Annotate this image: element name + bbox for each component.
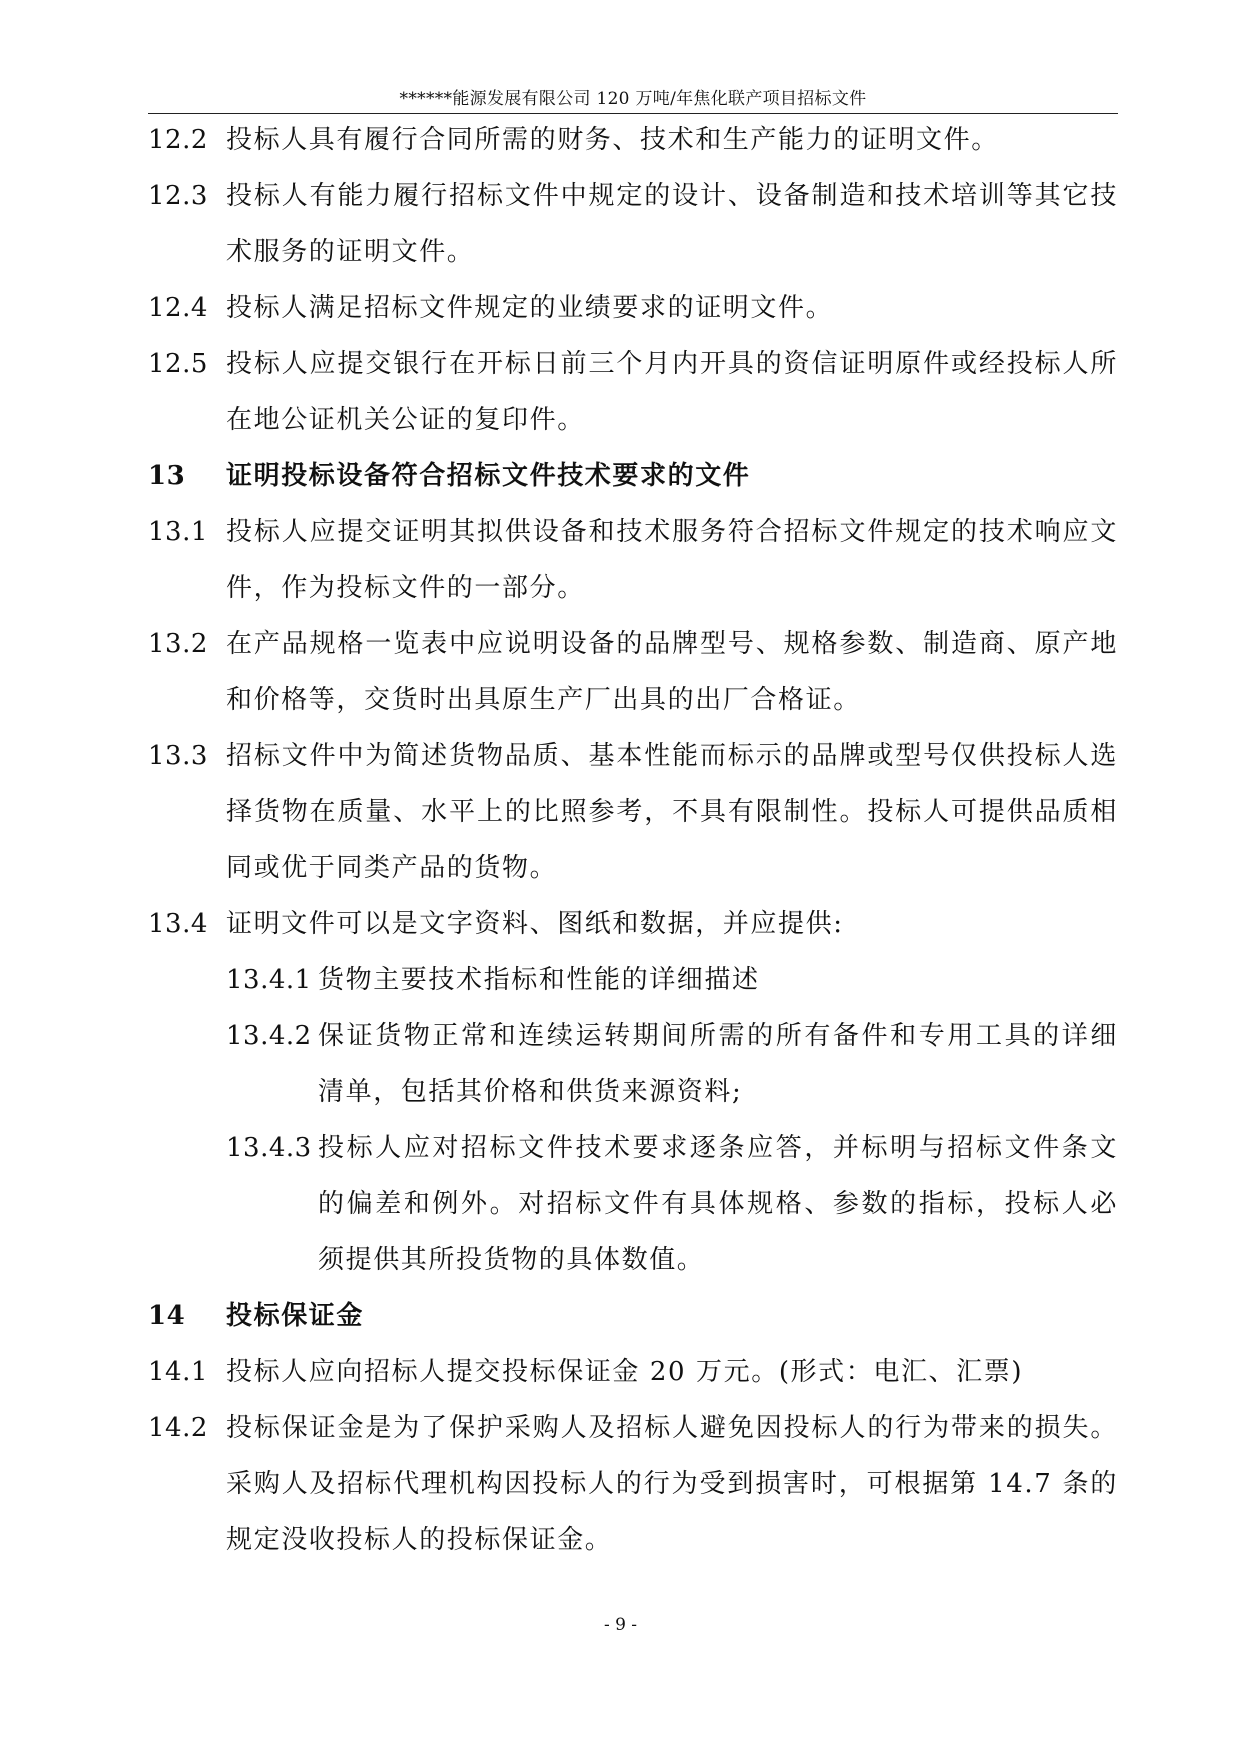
clause-14-1	[148, 1344, 1118, 1400]
clause-number: 12.3	[148, 181, 208, 211]
clause-text: 证明文件可以是文字资料、图纸和数据，并应提供:	[226, 909, 844, 939]
section-title: 投标保证金	[226, 1301, 365, 1331]
document-body	[148, 112, 1118, 1568]
subclause-number: 13.4.3	[226, 1133, 312, 1163]
section-number: 13	[148, 461, 186, 491]
section-number: 14	[148, 1301, 186, 1331]
subclause-text: 货物主要技术指标和性能的详细描述	[318, 965, 760, 995]
clause-13-4-3	[148, 1120, 1118, 1288]
clause-text: 投标人有能力履行招标文件中规定的设计、设备制造和技术培训等其它技术服务的证明文件。	[226, 181, 1118, 267]
clause-number: 14.1	[148, 1357, 208, 1387]
section-title: 证明投标设备符合招标文件技术要求的文件	[226, 461, 751, 491]
clause-text: 在产品规格一览表中应说明设备的品牌型号、规格参数、制造商、原产地和价格等，交货时出具原生产厂出具的出厂合格证。	[226, 629, 1118, 715]
clause-text: 投标人应向招标人提交投标保证金 20 万元。(形式：电汇、汇票)	[226, 1357, 1024, 1387]
clause-12-5	[148, 336, 1118, 448]
page-number: - 9 -	[603, 1615, 638, 1635]
clause-number: 12.2	[148, 125, 208, 155]
clause-12-2	[148, 112, 1118, 168]
clause-13-4-2	[148, 1008, 1118, 1120]
clause-13-4-1	[148, 952, 1118, 1008]
clause-text: 投标人具有履行合同所需的财务、技术和生产能力的证明文件。	[226, 125, 999, 155]
clause-text: 招标文件中为简述货物品质、基本性能而标示的品牌或型号仅供投标人选择货物在质量、水平上的比照参考，不具有限制性。投标人可提供品质相同或优于同类产品的货物。	[226, 741, 1118, 883]
document-header: ******能源发展有限公司 120 万吨/年焦化联产项目招标文件	[399, 89, 867, 109]
clause-13-1	[148, 504, 1118, 616]
section-13-heading	[148, 448, 1118, 504]
clause-number: 12.4	[148, 293, 208, 323]
clause-12-3	[148, 168, 1118, 280]
clause-text: 投标人应提交证明其拟供设备和技术服务符合招标文件规定的技术响应文件，作为投标文件的一部分。	[226, 517, 1118, 603]
clause-number: 13.2	[148, 629, 208, 659]
clause-number: 12.5	[148, 349, 208, 379]
clause-number: 13.1	[148, 517, 208, 547]
clause-number: 13.3	[148, 741, 208, 771]
clause-14-2	[148, 1400, 1118, 1568]
clause-12-4	[148, 280, 1118, 336]
subclause-number: 13.4.2	[226, 1021, 312, 1051]
clause-text: 投标人应提交银行在开标日前三个月内开具的资信证明原件或经投标人所在地公证机关公证的复印件。	[226, 349, 1118, 435]
subclause-text: 保证货物正常和连续运转期间所需的所有备件和专用工具的详细清单，包括其价格和供货来源资料;	[318, 1021, 1118, 1107]
clause-number: 13.4	[148, 909, 208, 939]
subclause-text: 投标人应对招标文件技术要求逐条应答，并标明与招标文件条文的偏差和例外。对招标文件有具体规格、参数的指标，投标人必须提供其所投货物的具体数值。	[318, 1133, 1118, 1275]
clause-13-2	[148, 616, 1118, 728]
clause-13-4	[148, 896, 1118, 952]
subclause-number: 13.4.1	[226, 965, 312, 995]
clause-text: 投标人满足招标文件规定的业绩要求的证明文件。	[226, 293, 834, 323]
clause-13-3	[148, 728, 1118, 896]
clause-text: 投标保证金是为了保护采购人及招标人避免因投标人的行为带来的损失。采购人及招标代理机构因投标人的行为受到损害时，可根据第 14.7 条的规定没收投标人的投标保证金。	[226, 1413, 1118, 1555]
section-14-heading	[148, 1288, 1118, 1344]
clause-number: 14.2	[148, 1413, 208, 1443]
